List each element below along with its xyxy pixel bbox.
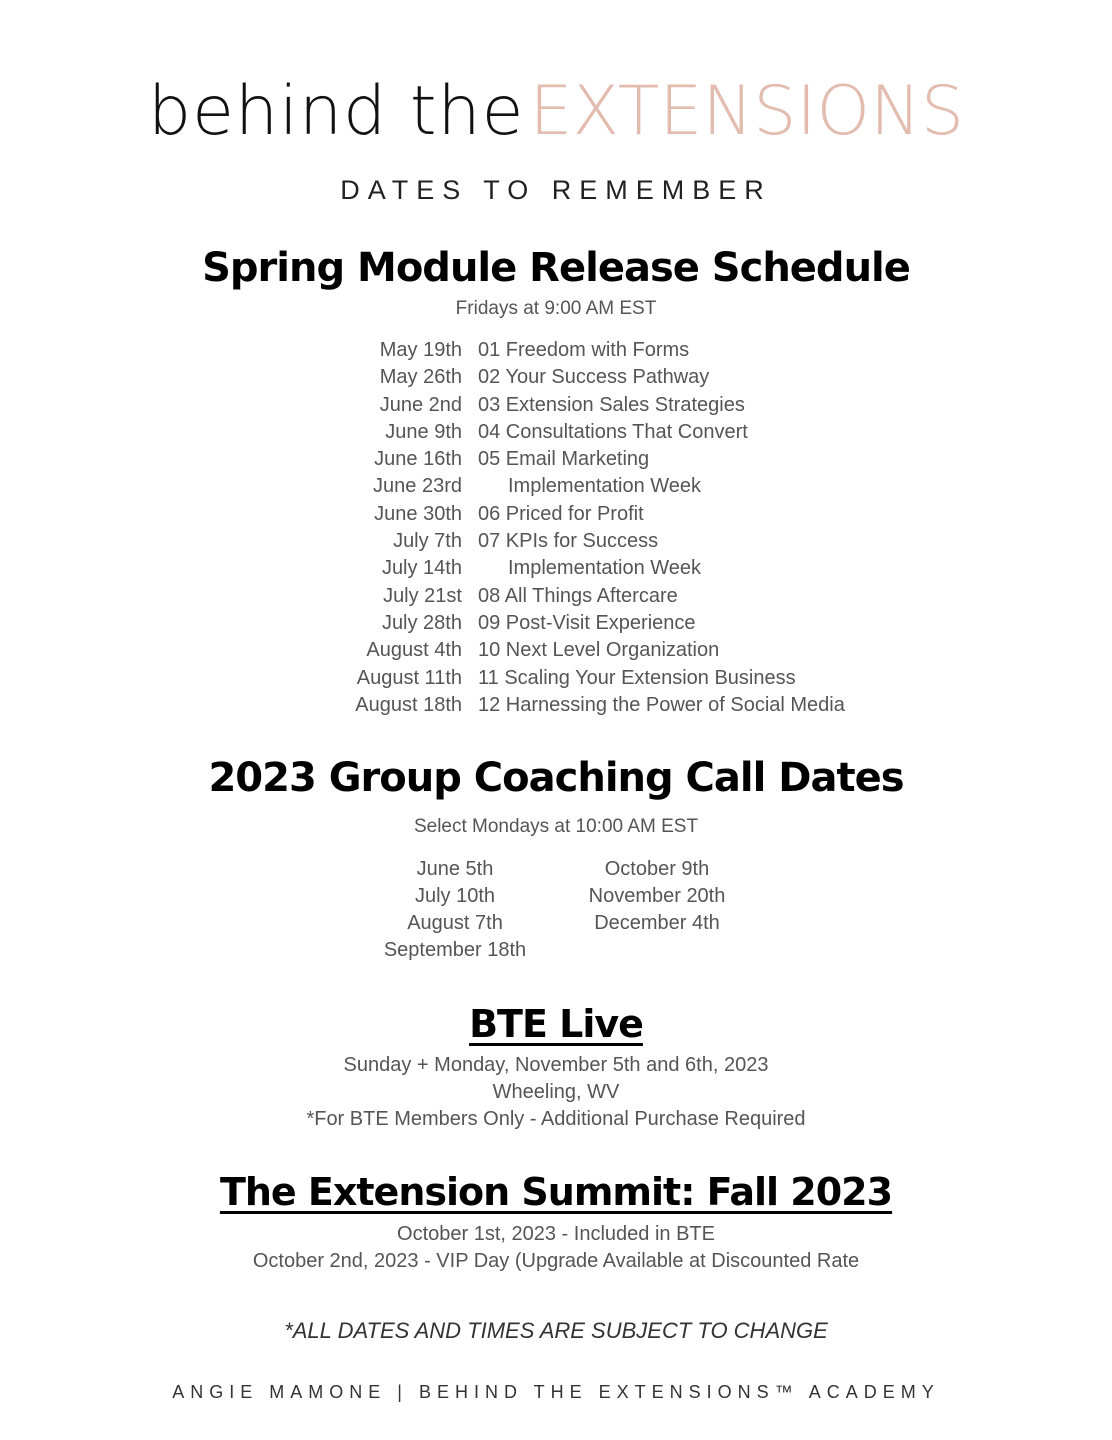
schedule-date: July 28th xyxy=(381,611,462,634)
footer-text: ANGIE MAMONE | BEHIND THE EXTENSIONS™ ACADEMY xyxy=(172,1382,940,1402)
coaching-subtitle: Select Mondays at 10:00 AM EST xyxy=(413,816,699,837)
bte-live-line: Sunday + Monday, November 5th and 6th, 2023 xyxy=(343,1054,769,1076)
schedule-date: June 23rd xyxy=(373,475,462,498)
schedule-date: June 2nd xyxy=(379,393,462,416)
schedule-date: June 9th xyxy=(385,420,462,443)
schedule-date: July 7th xyxy=(393,530,462,553)
spring-schedule-subtitle: Fridays at 9:00 AM EST xyxy=(455,298,657,319)
schedule-title: 01 Freedom with Forms xyxy=(478,339,690,361)
coaching-date: October 9th xyxy=(604,858,710,880)
schedule-row xyxy=(0,610,1112,637)
bte-live-line: Wheeling, WV xyxy=(492,1081,620,1103)
schedule-row xyxy=(0,692,1112,719)
schedule-title: 04 Consultations That Convert xyxy=(478,420,748,443)
coaching-date: June 5th xyxy=(416,858,494,880)
schedule-row xyxy=(0,583,1112,610)
schedule-date: July 14th xyxy=(381,557,462,580)
coaching-heading: 2023 Group Coaching Call Dates xyxy=(208,755,904,801)
spring-schedule-heading: Spring Module Release Schedule xyxy=(202,245,910,291)
coaching-date: November 20th xyxy=(588,885,726,907)
schedule-title: 11 Scaling Your Extension Business xyxy=(478,666,796,689)
coaching-date: December 4th xyxy=(594,912,720,934)
schedule-date: June 30th xyxy=(374,502,462,525)
schedule-row xyxy=(0,665,1112,692)
summit-line: October 2nd, 2023 - VIP Day (Upgrade Available at Discounted Rate xyxy=(252,1250,860,1272)
schedule-row xyxy=(0,446,1112,473)
schedule-date: August 11th xyxy=(356,666,462,689)
schedule-title: 02 Your Success Pathway xyxy=(478,366,710,389)
schedule-date: May 19th xyxy=(379,339,462,361)
schedule-date: August 18th xyxy=(355,693,462,716)
summit-title: The Extension Summit: Fall 2023 xyxy=(219,1170,893,1214)
schedule-row xyxy=(0,501,1112,528)
document-subtitle: DATES TO REMEMBER xyxy=(340,175,772,205)
schedule-title: 05 Email Marketing xyxy=(478,448,650,471)
schedule-title: 08 All Things Aftercare xyxy=(478,584,678,607)
brand-dark-text: behind the xyxy=(147,72,525,151)
spring-schedule-list xyxy=(0,337,1112,719)
schedule-title: 06 Priced for Profit xyxy=(478,502,644,525)
schedule-title: Implementation Week xyxy=(508,557,702,580)
schedule-row xyxy=(0,637,1112,664)
schedule-title: 07 KPIs for Success xyxy=(478,530,659,553)
summit-line: October 1st, 2023 - Included in BTE xyxy=(397,1223,715,1245)
bte-live-title: BTE Live xyxy=(469,1002,643,1046)
bte-live-details xyxy=(0,1052,1112,1133)
coaching-date: July 10th xyxy=(414,885,496,907)
schedule-row xyxy=(0,364,1112,391)
schedule-title: 09 Post-Visit Experience xyxy=(478,611,696,634)
bte-live-line: *For BTE Members Only - Additional Purchase Required xyxy=(306,1108,806,1130)
schedule-row xyxy=(0,337,1112,364)
schedule-date: August 4th xyxy=(366,639,462,662)
schedule-date: June 16th xyxy=(374,448,462,471)
schedule-row xyxy=(0,528,1112,555)
summit-details xyxy=(0,1221,1112,1275)
schedule-row xyxy=(0,419,1112,446)
brand-accent-text: EXTENSIONS xyxy=(529,72,965,151)
brand-logo xyxy=(0,72,1112,151)
schedule-row xyxy=(0,473,1112,500)
schedule-title: 03 Extension Sales Strategies xyxy=(478,393,745,416)
coaching-date: September 18th xyxy=(383,939,527,961)
schedule-date: May 26th xyxy=(379,366,462,389)
disclaimer-text: *ALL DATES AND TIMES ARE SUBJECT TO CHANGE xyxy=(284,1318,828,1343)
bte-live-heading xyxy=(0,1002,1112,1046)
schedule-row xyxy=(0,392,1112,419)
schedule-title: Implementation Week xyxy=(508,475,702,498)
schedule-date: July 21st xyxy=(383,584,462,607)
summit-heading xyxy=(0,1170,1112,1214)
schedule-title: 10 Next Level Organization xyxy=(478,639,720,662)
coaching-date: August 7th xyxy=(407,912,503,934)
schedule-title: 12 Harnessing the Power of Social Media xyxy=(478,693,845,716)
coaching-dates-right-column xyxy=(527,856,787,937)
schedule-row xyxy=(0,555,1112,582)
